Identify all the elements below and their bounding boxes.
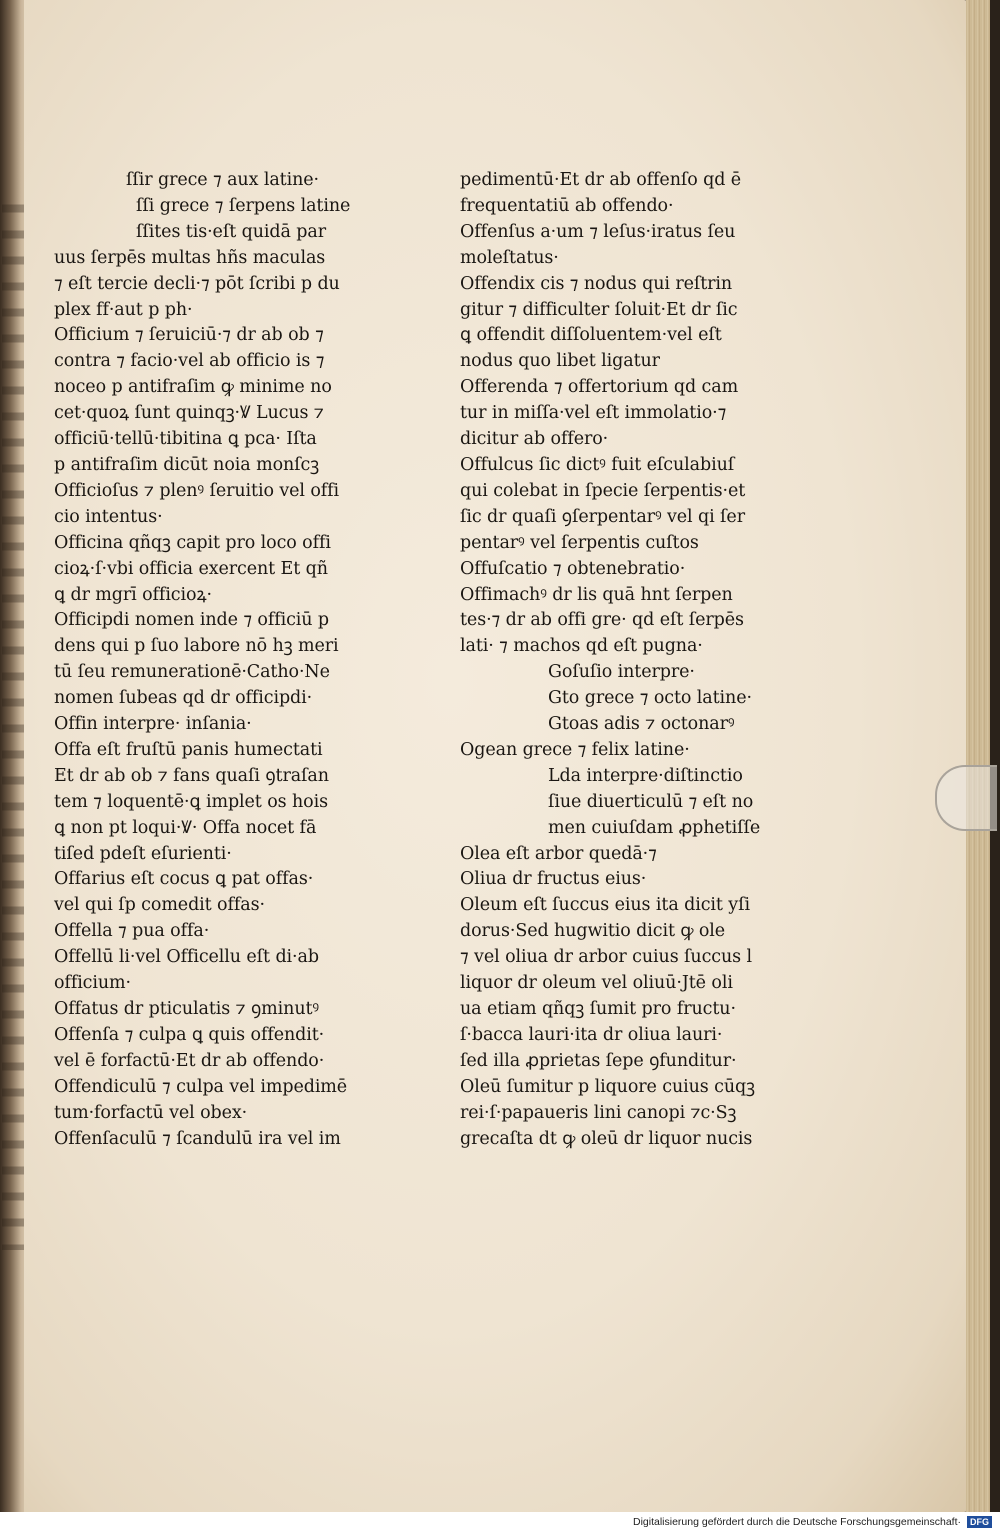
left-text-line: cet·quoꝝ ſunt quinqꝫ·Ꝟ Lucus ⁊ [54,403,324,424]
right-text-column [460,168,805,1152]
right-text-line: nodus quo libet ligatur [460,351,660,372]
right-text-line: Ogean grece ⁊ felix latine· [460,739,690,760]
right-text-line: dorus·Sed hugwitio dicit ꝙ ole [460,921,726,942]
left-text-line: ſſi grece ⁊ ſerpens latine [136,195,351,216]
left-text-line: tiſed pdeſt eſurienti· [54,843,232,864]
footer-credit-text: Digitalisierung gefördert durch die Deutsche Forschungsgemeinschaft· [632,1516,961,1528]
left-text-line: cio intentus· [54,506,163,527]
right-text-line: Lda interpre·diſtinctio [548,765,743,786]
right-text-line: ſiue diuerticulū ⁊ eſt no [548,791,754,812]
left-text-line: nomen ſubeas qd dr officipdi· [54,688,313,709]
right-text-line: Offerenda ⁊ offertorium qd cam [460,377,739,398]
left-text-line: ꝗ dr mgrī officioꝝ· [54,584,212,605]
digitization-footer [0,1512,1000,1532]
left-text-line: vel qui ſp comedit offas· [54,895,265,916]
left-text-line: Offendiculū ⁊ culpa vel impedimē [54,1076,348,1097]
left-text-line: tū ſeu remunerationē·Catho·Ne [54,662,330,683]
right-text-line: Gtoas adis ⁊ octonarꝰ [548,714,735,735]
left-text-line: Offella ⁊ pua offa· [54,921,210,942]
left-text-column [54,168,394,1152]
left-text-line: vel ē forfactū·Et dr ab offendo· [54,1050,325,1071]
right-text-line: tes·⁊ dr ab offi gre· qd eſt ſerpēs [460,610,744,631]
left-text-line: Offarius eſt cocus ꝗ pat offas· [54,869,314,890]
left-text-line: Officipdi nomen inde ⁊ officiū p [54,610,330,631]
right-text-line: Offendix cis ⁊ nodus qui reſtrin [460,273,733,294]
left-text-line: ꝗ non pt loqui·Ꝟ· Offa nocet fā [54,817,317,838]
left-text-line: contra ⁊ facio·vel ab officio is ⁊ [54,351,325,372]
right-text-line: ſed illa ꝓprietas ſepe ꝯfunditur· [460,1050,737,1071]
left-text-line: officiū·tellū·tibitina ꝗ pca· Iſta [54,429,317,450]
right-text-line: Offimachꝰ dr lis quā hnt ſerpen [460,584,733,605]
right-text-line: ſic dr quaſi ꝯſerpentarꝰ vel qi ſer [460,506,745,527]
page-tab-marker [935,765,997,831]
left-text-line: officium· [54,973,132,994]
left-text-line: tum·forfactū vel obex· [54,1102,248,1123]
right-text-line: men cuiuſdam ꝓphetiſſe [548,817,761,838]
left-text-line: ⁊ eſt tercie decli·⁊ pōt ſcribi p du [54,273,340,294]
right-text-line: ua etiam qñqꝫ ſumit pro fructu· [460,999,736,1019]
left-text-line: Offa eſt fruſtū panis humectati [54,739,323,760]
left-text-line: ſſir grece ⁊ aux latine· [126,170,319,190]
right-text-line: qui colebat in ſpecie ſerpentis·et [460,480,746,501]
left-text-line: plex ff·aut p ph· [54,299,193,320]
page-fore-edge-shadow [990,0,1000,1512]
left-text-line: Offatus dr pticulatis ⁊ ꝯminutꝰ [54,999,320,1019]
left-text-line: cioꝝ·ſ·vbi officia exercent Et qñ [54,558,328,579]
right-text-line: Oliua dr fructus eius· [460,869,647,890]
left-text-line: dens qui p ſuo labore nō hꝫ meri [54,636,339,657]
right-text-line: ſ·bacca lauri·ita dr oliua lauri· [460,1024,723,1045]
right-text-line: pentarꝰ vel ſerpentis cuſtos [460,532,699,553]
left-text-line: tem ⁊ loquentē·ꝗ implet os hois [54,791,328,812]
right-text-line: Oleū ſumitur p liquore cuius cūqꝫ [460,1076,755,1097]
right-text-line: grecaſta dt ꝙ oleū dr liquor nucis [460,1128,753,1149]
left-text-line: uus ſerpēs multas hñs maculas [54,247,326,268]
right-text-line: Offuſcatio ⁊ obtenebratio· [460,558,686,579]
left-text-line: Offenſa ⁊ culpa ꝗ quis offendit· [54,1024,325,1045]
right-text-line: lati· ⁊ machos qd eſt pugna· [460,636,703,657]
right-text-line: dicitur ab offero· [460,429,609,450]
right-text-line: Goſuſio interpre· [548,662,695,683]
left-text-line: Officium ⁊ ſeruiciū·⁊ dr ab ob ⁊ [54,325,324,346]
right-text-line: tur in miſſa·vel eſt immolatio·⁊ [460,403,727,424]
left-text-line: p antifraſim dicūt noia monſcꝫ [54,454,320,475]
right-text-line: ꝗ offendit diſſoluentem·vel eſt [460,325,722,346]
right-text-line: Offulcus ſic dictꝰ fuit eſculabiuſ [460,454,735,475]
right-text-line: Gto grece ⁊ octo latine· [548,688,752,709]
right-text-line: frequentatiū ab offendo· [460,195,674,216]
left-text-line: Et dr ab ob ⁊ fans quaſi ꝯtraſan [54,765,329,786]
right-text-line: gitur ⁊ difficulter ſoluit·Et dr ſic [460,299,738,320]
left-text-line: Officina qñqꝫ capit pro loco offi [54,532,331,553]
right-text-line: liquor dr oleum vel oliuū·Jtē oli [460,973,733,994]
left-text-line: Offenſaculū ⁊ ſcandulū ira vel im [54,1128,341,1149]
right-text-line: rei·ſ·papaueris lini canopi ⁊c·Sꝫ [460,1102,737,1123]
left-text-line: noceo p antifraſim ꝙ minime no [54,377,332,398]
right-text-line: ⁊ vel oliua dr arbor cuius ſuccus l [460,947,753,968]
right-text-line: Olea eſt arbor quedā·⁊ [460,843,657,864]
right-text-line: pedimentū·Et dr ab offenſo qd ē [460,170,742,190]
right-text-line: moleſtatus· [460,247,559,268]
left-text-line: ſſites tis·eſt quidā par [136,221,326,242]
right-text-line: Offenſus a·um ⁊ leſus·iratus ſeu [460,221,736,242]
dfg-logo: DFG [967,1516,992,1528]
left-text-line: Offin interpre· inſania· [54,714,252,735]
right-text-line: Oleum eſt ſuccus eius ita dicit yſi [460,895,750,916]
left-text-line: Offellū li·vel Officellu eſt di·ab [54,947,319,968]
left-text-line: Officioſus ⁊ plenꝰ ſeruitio vel offi [54,480,340,501]
